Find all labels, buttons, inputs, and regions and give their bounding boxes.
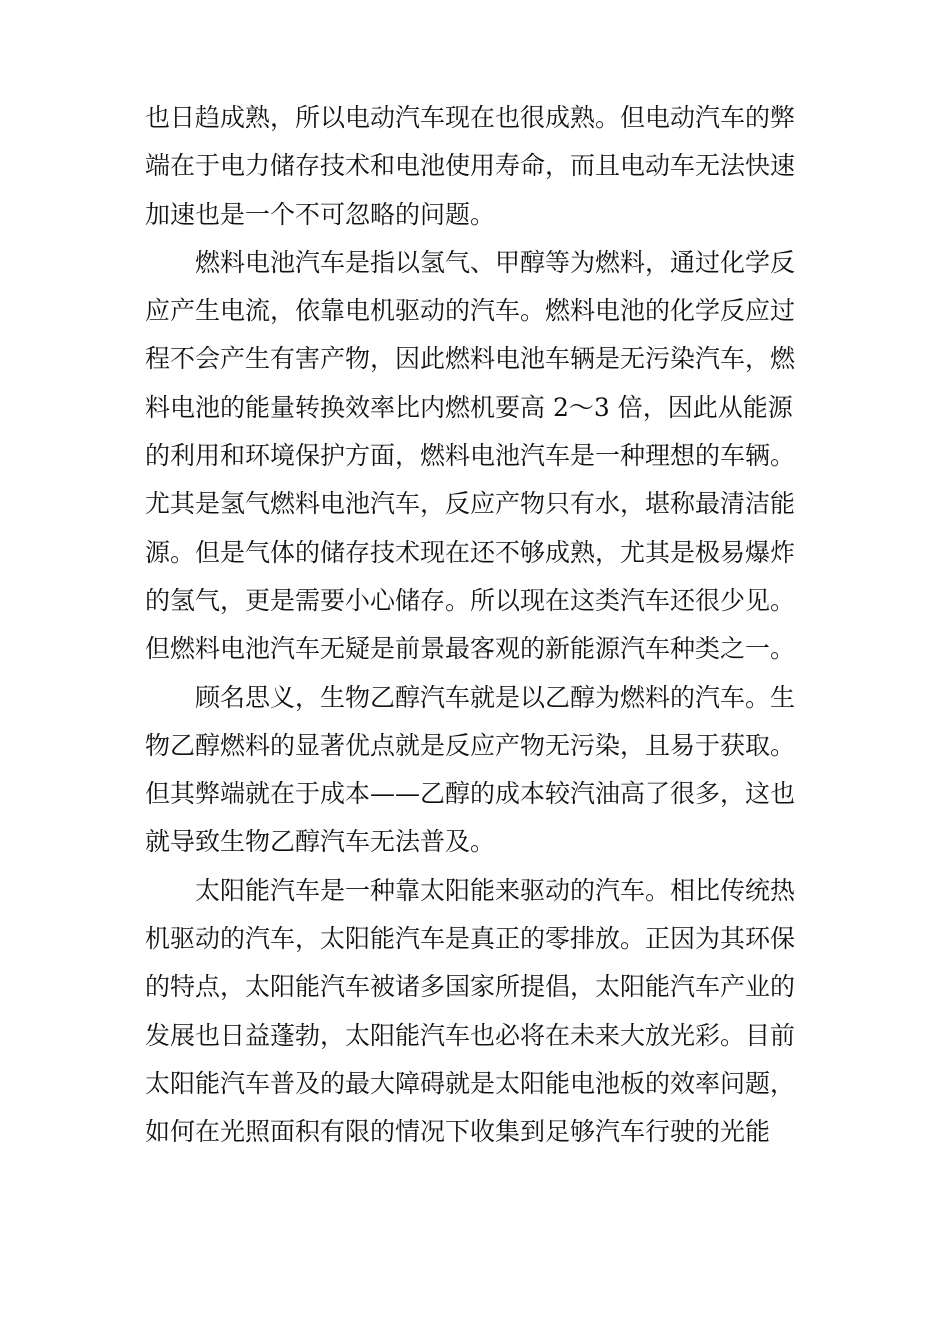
text-line: 物乙醇燃料的显著优点就是反应产物无污染，且易于获取。 [145, 730, 796, 760]
text-line: 程不会产生有害产物，因此燃料电池车辆是无污染汽车，燃 [145, 344, 796, 374]
text-line: 太阳能汽车普及的最大障碍就是太阳能电池板的效率问题， [145, 1068, 796, 1098]
text-line: 就导致生物乙醇汽车无法普及。 [145, 827, 496, 857]
text-line: 尤其是氢气燃料电池汽车，反应产物只有水，堪称最清洁能 [145, 489, 796, 519]
text-line: 燃料电池汽车是指以氢气、甲醇等为燃料，通过化学反 [195, 247, 796, 277]
text-line: 但其弊端就在于成本——乙醇的成本较汽油高了很多，这也 [145, 779, 796, 809]
text-line: 太阳能汽车是一种靠太阳能来驱动的汽车。相比传统热 [195, 875, 796, 905]
body-text [145, 94, 810, 1157]
text-line: 的特点，太阳能汽车被诸多国家所提倡，太阳能汽车产业的 [145, 972, 796, 1002]
text-line: 加速也是一个不可忽略的问题。 [145, 199, 496, 229]
text-line: 也日趋成熟，所以电动汽车现在也很成熟。但电动汽车的弊 [145, 103, 796, 132]
text-line: 发展也日益蓬勃，太阳能汽车也必将在未来大放光彩。目前 [145, 1020, 796, 1050]
text-line: 如何在光照面积有限的情况下收集到足够汽车行驶的光能 [145, 1117, 771, 1147]
text-line: 的利用和环境保护方面，燃料电池汽车是一种理想的车辆。 [145, 441, 796, 471]
text-line: 的氢气，更是需要小心储存。所以现在这类汽车还很少见。 [145, 585, 796, 615]
text-line: 源。但是气体的储存技术现在还不够成熟，尤其是极易爆炸 [145, 537, 796, 567]
text-line: 应产生电流，依靠电机驱动的汽车。燃料电池的化学反应过 [145, 296, 796, 326]
text-line: 机驱动的汽车，太阳能汽车是真正的零排放。正因为其环保 [145, 924, 796, 954]
text-line: 端在于电力储存技术和电池使用寿命，而且电动车无法快速 [145, 151, 796, 181]
text-line: 顾名思义，生物乙醇汽车就是以乙醇为燃料的汽车。生 [195, 682, 796, 712]
text-line: 料电池的能量转换效率比内燃机要高 2～3 倍，因此从能源 [145, 392, 793, 422]
text-line: 但燃料电池汽车无疑是前景最客观的新能源汽车种类之一。 [145, 634, 796, 664]
